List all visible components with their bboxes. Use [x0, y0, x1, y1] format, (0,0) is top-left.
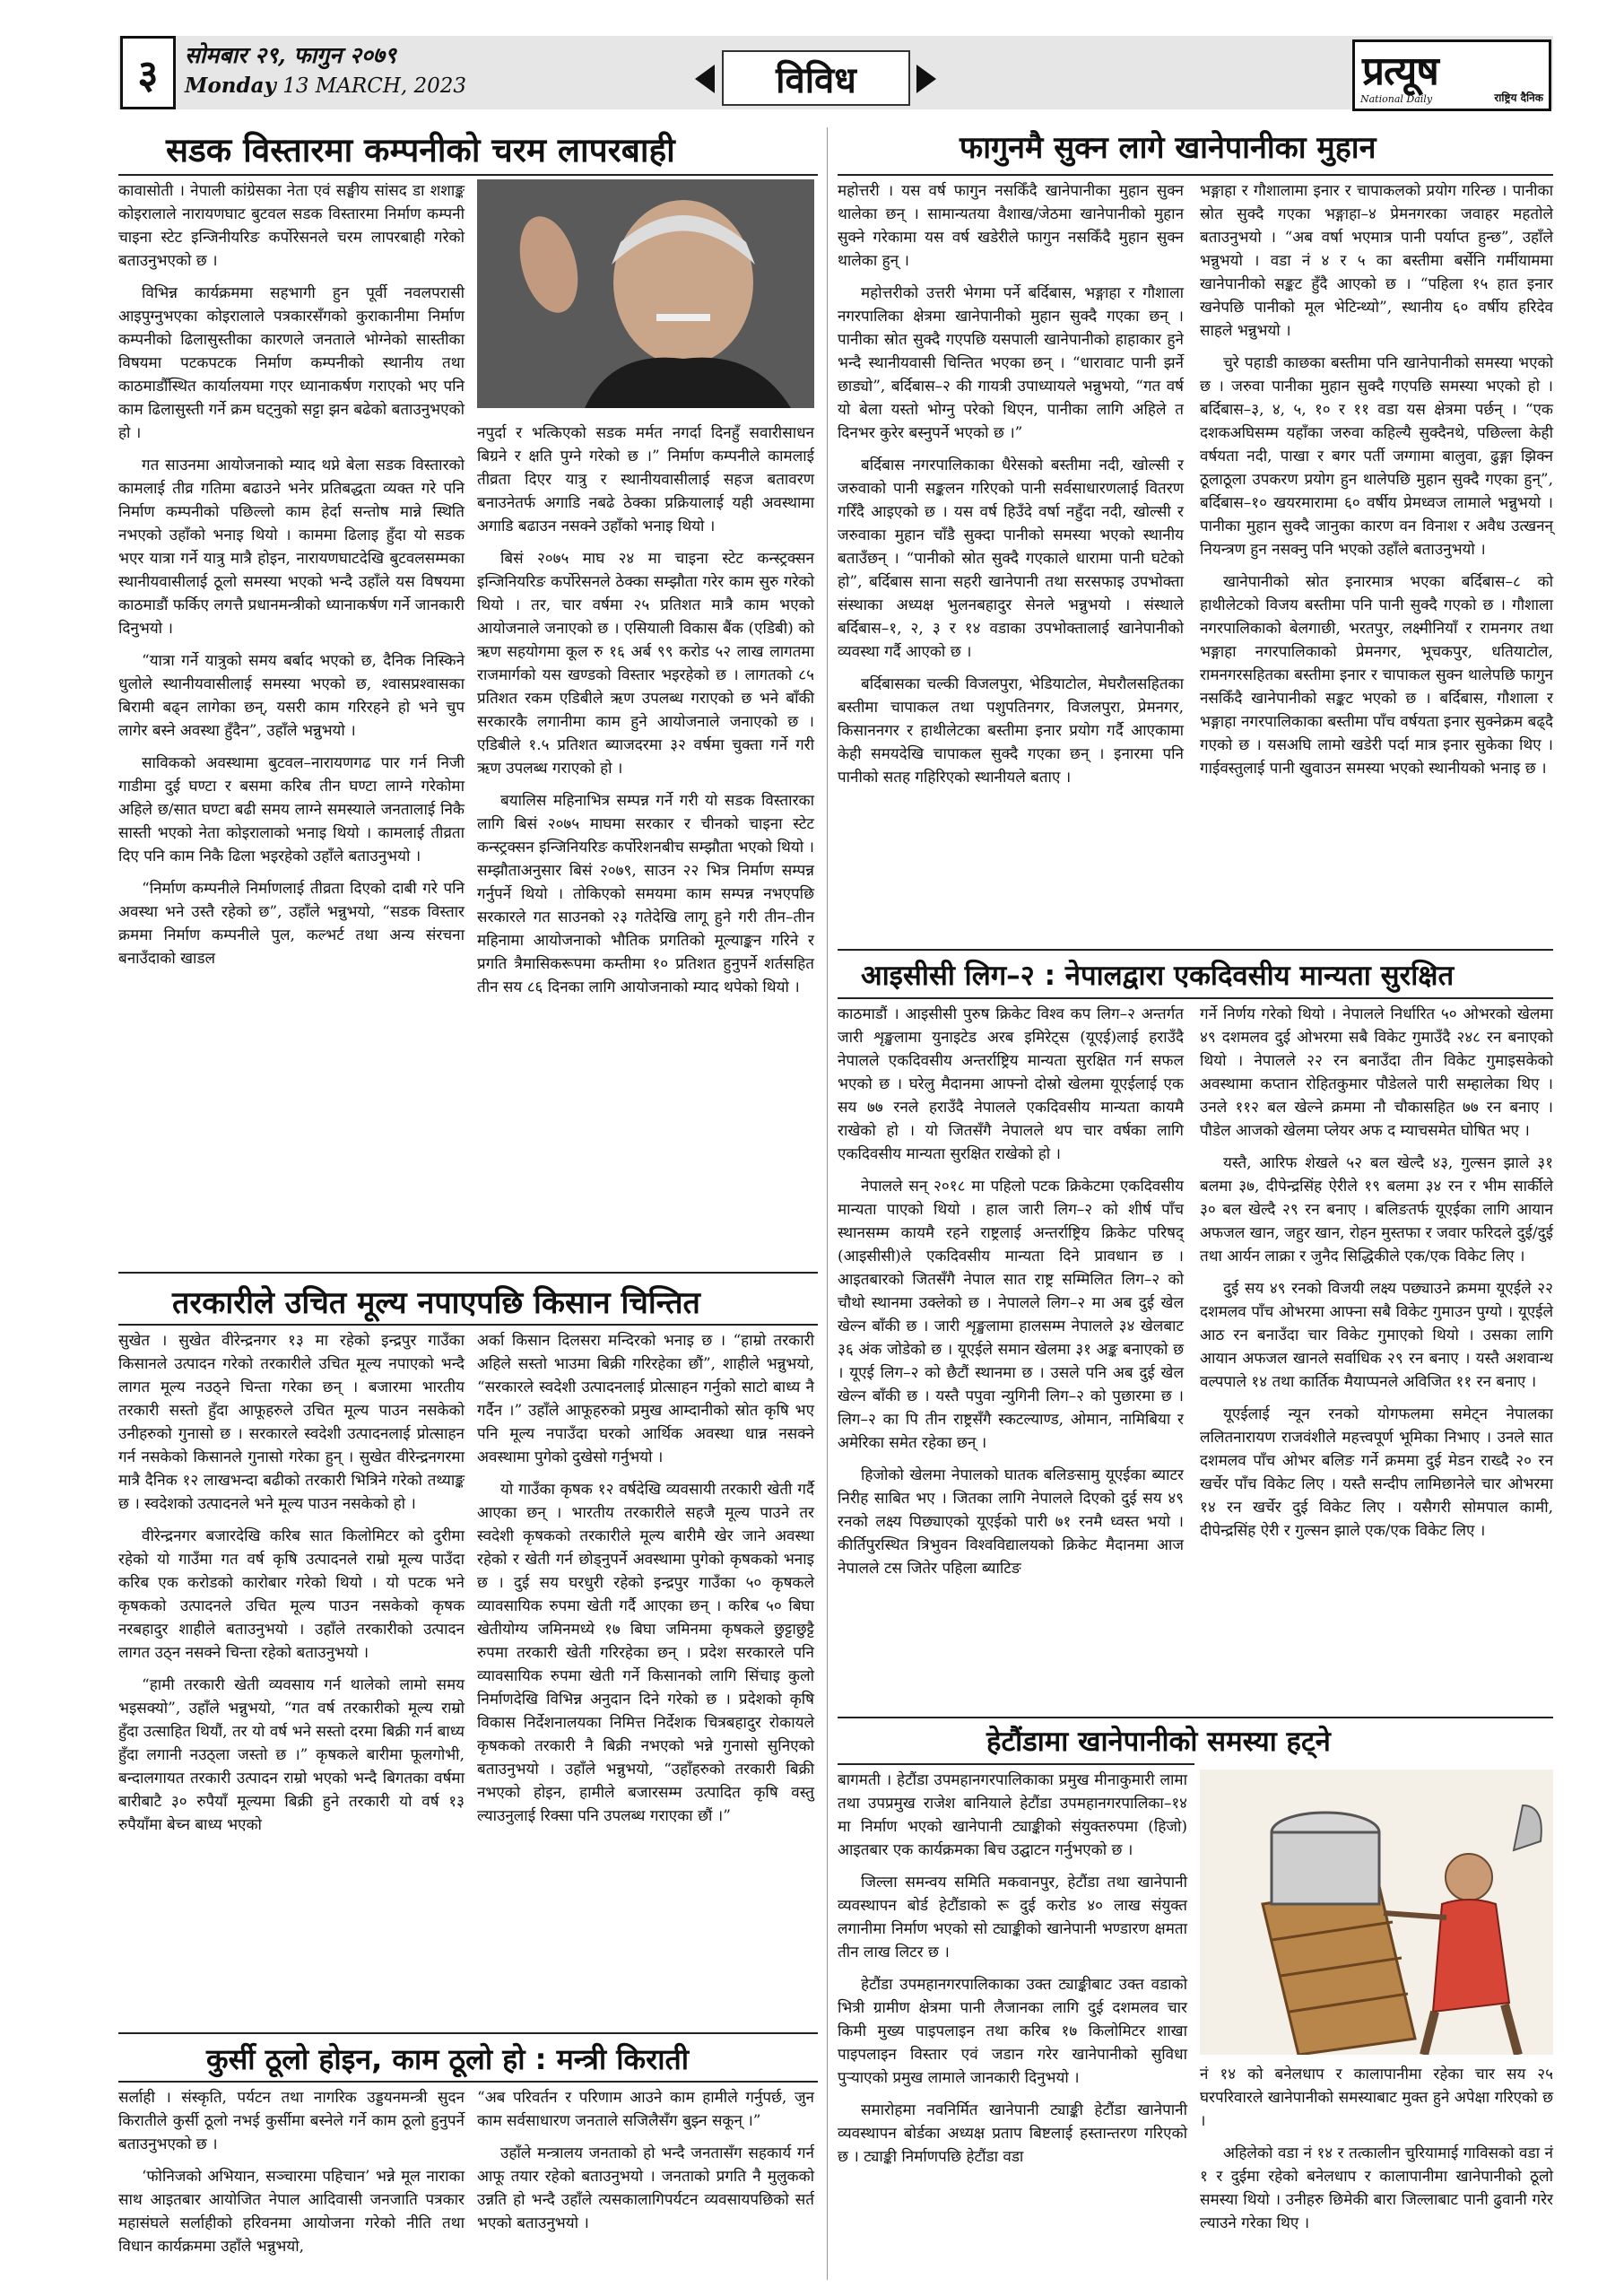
politician-portrait-photo — [477, 179, 814, 408]
article6-para: समारोहमा नवनिर्मित खानेपानी ट्याङ्की हेटौंडा खानेपानी व्यवस्थापन बोर्डका अध्यक्ष प्रताप बिष्टलाई हस्तान्तरण गरिएको छ । ट्याङ्की निर्माणपछि हेटौंडा वडा — [838, 2101, 1187, 2166]
article5-para: यूएईलाई न्यून रनको योगफलमा समेट्न नेपालका ललितनारायण राजवंशीले महत्त्वपूर्ण भूमिका निभाए । उनले सात दशमलव पाँच ओभर बलिङ गर्ने क्रममा दुई मेडन राख्दै २० रन खर्चेर पाँच विकेट लिए । यस्तै सन्दीप लामिछानेले चार ओभरमा १४ रन खर्चेर दुई विकेट लिए । यसैगरी सोमपाल कामी, दीपेन्द्रसिंह ऐरी र गुल्सन झाले एक/एक विकेट लिए । — [1200, 1405, 1553, 1540]
day-english: Monday — [185, 74, 276, 98]
article4-para: महोत्तरीको उत्तरी भेगमा पर्ने बर्दिबास, भङ्गाहा र गौशाला नगरपालिका क्षेत्रमा खानेपानीको मुहान सुक्दै गएका छन् । पानीका स्रोत सुक्दै गएपछि यसपाली खानेपानीको हाहाकार हुने भन्दै स्थानीयवासी चिन्तित भएका छन् । “धारावाट पानी झर्ने छाड्यो”, बर्दिबास–२ की गायत्री उपाध्यायले भन्नुभयो, “गत वर्ष यो बेला यस्तो भोग्नु परेको थिएन, पानीका लागि अहिले त दिनभर कुरेर बस्नुपर्ने भएको छ ।” — [838, 284, 1184, 442]
date-english — [185, 74, 466, 98]
page-number: ३ — [120, 36, 176, 109]
section-title: विविध — [722, 50, 910, 106]
article4-para: महोत्तरी । यस वर्ष फागुन नसकिँदै खानेपानीका मुहान सुक्न थालेका छन् । सामान्यतया वैशाख/जेठमा खानेपानीको मुहान सुक्ने गरेकामा यस वर्ष खडेरीले फागुन नसकिँदै मुहान सुक्न थालेका हुन् । — [838, 182, 1184, 270]
article1-para: “निर्माण कम्पनीले निर्माणलाई तीव्रता दिएको दाबी गरे पनि अवस्था भने उस्तै रहेको छ”, उहाँले भन्नुभयो, “सडक विस्तार क्रममा निर्माण कम्पनीले पुल, कल्भर्ट तथा अन्य संरचना बनाउँदाको खाडल — [118, 880, 465, 968]
headline-rule — [838, 174, 1553, 176]
article1-column2 — [477, 422, 814, 1008]
water-carrier-illustration — [1200, 1770, 1553, 2055]
headline-rule — [838, 997, 1553, 999]
article6-para: हेटौंडा उपमहानगरपालिकाका उक्त ट्याङ्कीबाट उक्त वडाको भित्री ग्रामीण क्षेत्रमा पानी लैजानका लागि दुई दशमलव चार किमी मुख्य पाइपलाइन तथा करिब १७ किलोमिटर शाखा पाइपलाइन विस्तार एवं जडान गरेर खानेपानीको सुविधा पुऱ्याएको प्रमुख लामाले जानकारी दिनुभयो । — [838, 1976, 1187, 2087]
date-nepali: सोमबार २९, फागुन २०७९ — [185, 42, 396, 68]
article4-column2 — [1200, 179, 1553, 789]
logo-tag-ne: राष्ट्रिय दैनिक — [1494, 91, 1543, 104]
article1-para: विभिन्न कार्यक्रममा सहभागी हुन पूर्वी नवलपरासी आइपुग्नुभएका कोइरालाले पत्रकारसँगको कुराकानीमा निर्माण कम्पनीको ढिलासुस्तीका कारणले जनताले भोग्नेको सास्तीका विषयमा पटकपटक निर्माण कम्पनीको स्थानीय तथा काठमाडौँस्थित कार्यालयमा गएर ध्यानाकर्षण गराएको भए पनि काम ढिलासुस्ती गर्ने क्रम घट्नुको सट्टा झन बढेको बताउनुभएको हो । — [118, 284, 465, 442]
article2-para: वीरेन्द्रनगर बजारदेखि करिब सात किलोमिटर को दुरीमा रहेको यो गाउँमा गत वर्ष कृषि उत्पादनले राम्रो मूल्य पाउँदा करिब एक करोडको कारोबार गरेको थियो । यो पटक भने कृषकको उत्पादनले उचित मूल्य पाउन नसकेको कृषक नरबहादुर शाहीले बताउनुभयो । उहाँले तरकारीको उत्पादन लागत उठ्न नसक्ने चिन्ता रहेको बताउनुभयो । — [118, 1527, 465, 1662]
article4-para: बर्दिबासका चल्की विजलपुरा, भेडियाटोल, मेघरौलसहितका बस्तीमा चापाकल तथा पशुपतिनगर, विजलपुरा, प्रेमनगर, किसाननगर र हाथीलेटका बस्तीमा इनार प्रयोग गर्दै आएकामा केही समयदेखि चापाकल सुक्दै गएका छन् । इनारमा पनि पानीको सतह गहिरिएको स्थानीयले बताए । — [838, 675, 1184, 787]
article4-para: बर्दिबास नगरपालिकाका धैरेसको बस्तीमा नदी, खोल्सी र जरुवाको पानी सङ्कलन गरिएको पानी सर्वसाधारणलाई वितरण गरिँदै आइएको छ । यस वर्ष हिउँदे वर्षा नहुँदा नदी, खोल्सी र जरुवाका मुहान चाँडै सुक्दा पानीको समस्या भएको स्थानीय बताउँछन् । “पानीको स्रोत सुक्दै गएकाले धारामा पानी घटेको हो”, बर्दिबास साना सहरी खानेपानी तथा सरसफाइ उपभोक्ता संस्थाका अध्यक्ष भुलनबहादुर सेनले भन्नुभयो । संस्थाले बर्दिबास–१, २, ३ र १४ वडाका उपभोक्तालाई खानेपानीको व्यवस्था गर्दै आएको छ । — [838, 457, 1184, 661]
article1-para: साविकको अवस्थामा बुटवल–नारायणगढ पार गर्न निजी गाडीमा दुई घण्टा र बसमा करिब तीन घण्टा लाग्ने गरेकोमा अहिले छ/सात घण्टा बढी समय लाग्ने समस्याले जनतालाई निकै सास्ती भएको नेता कोइरालाको भनाइ थियो । कामलाई तीव्रता दिए पनि काम निकै ढिला भइरहेको उहाँले बताउनुभयो । — [118, 754, 465, 865]
article3-para: “अब परिवर्तन र परिणाम आउने काम हामीले गर्नुपर्छ, जुन काम सर्वसाधारण जनताले सजिलैसँग बुझ्न सकून् ।” — [477, 2089, 814, 2130]
headline-rule — [118, 1324, 818, 1326]
logo-name: प्रत्यूष — [1362, 48, 1438, 94]
article3-para: सर्लाही । संस्कृति, पर्यटन तथा नागरिक उड्डयनमन्त्री सुदन किरातीले कुर्सी ठूलो नभई कुर्सीमा बस्नेले गर्ने काम ठूलो हुनुपर्ने बताउनुभएको छ । — [118, 2089, 465, 2153]
article5-para: काठमाडौं । आइसीसी पुरुष क्रिकेट विश्व कप लिग–२ अन्तर्गत जारी शृङ्खलामा युनाइटेड अरब इमिरेट्स (यूएई)लाई हराउँदै नेपालले एकदिवसीय अन्तर्राष्ट्रिय मान्यता सुरक्षित गर्न सफल भएको छ । घरेलु मैदानमा आफ्नो दोस्रो खेलमा यूएईलाई एक सय ७७ रनले हराउँदै नेपालले एकदिवसीय मान्यता कायमै राखेको हो । यो जितसँगै नेपालले थप चार वर्षका लागि एकदिवसीय मान्यता सुरक्षित राखेको हो । — [838, 1005, 1184, 1163]
article4-para: खानेपानीको स्रोत इनारमात्र भएका बर्दिबास–८ को हाथीलेटको विजय बस्तीमा पनि पानी सुक्दै गएको छ । गौशाला नगरपालिकाको बेलगाछी, भरतपुर, लक्ष्मीनियाँ र रामनगर तथा भङ्गाहा नगरपालिकाको प्रेमनगर, भूचकपुर, धतियाटोल, रामनगरसहितका बस्तीमा इनार र चापाकल सुक्न थालेपछि फागुन नसकिँदै खानेपानीको सङ्कट भएको छ । बर्दिबास, गौशाला र भङ्गाहा नगरपालिकाका बस्तीमा पाँच वर्षयता इनार सुक्नेक्रम बढ्दै गएको छ । यसअघि लामो खडेरी पर्दा मात्र इनार सुकेका थिए । गाईवस्तुलाई पानी खुवाउन समस्या भएको स्थानीयको भनाइ छ । — [1200, 573, 1553, 778]
article5-para: नेपालले सन् २०१८ मा पहिलो पटक क्रिकेटमा एकदिवसीय मान्यता पाएको थियो । हाल जारी लिग–२ को शीर्ष पाँच स्थानसम्म कायमै रहने राष्ट्रलाई अन्तर्राष्ट्रिय क्रिकेट परिषद् (आइसीसी)ले एकदिवसीय मान्यता दिने प्रावधान छ । आइतबारको जितसँगै नेपाल सात राष्ट्र सम्मिलित लिग–२ को चौथो स्थानमा उक्लेको छ । नेपालले लिग–२ मा अब दुई खेल खेल्न बाँकी छ । जारी शृङ्खलामा हालसम्म नेपालले ३४ खेलबाट ३६ अंक जोडेको छ । यूएईले समान खेलमा ३१ अङ्क बनाएको छ । यूएई लिग–२ को छैटौं स्थानमा छ । उसले पनि अब दुई खेल खेल्न बाँकी छ । यस्तै पपुवा न्युगिनी लिग–२ को पुछारमा छ । लिग–२ का पि तीन राष्ट्रसँगै स्कटल्याण्ड, ओमान, नामिबिया र अमेरिका समेत रहेका छन् । — [838, 1178, 1184, 1452]
article2-column1 — [118, 1329, 465, 1846]
article5-column1 — [838, 1003, 1184, 1589]
article6-para: अहिलेको वडा नं १४ र तत्कालीन चुरियामाई गाविसको वडा नं १ र दुईमा रहेको बनेलधाप र कालापानीमा खानेपानीको ठूलो समस्या थियो । उनीहरु छिमेकी बारा जिल्लाबाट पानी ढुवानी गरेर ल्याउने गरेका थिए । — [1200, 2144, 1553, 2232]
article2-para: “हामी तरकारी खेती व्यवसाय गर्न थालेको लामो समय भइसक्यो”, उहाँले भन्नुभयो, “गत वर्ष तरकारीको मूल्य राम्रो हुँदा उत्साहित थियौं, तर यो वर्ष भने सस्तो दरमा बिक्री गर्न बाध्य हुँदा लगानी नउठ्ला जस्तो छ ।” कृषकले बारीमा फूलगोभी, बन्दालगायत तरकारी उत्पादन राम्रो भएको भन्दै बिगतका वर्षमा बारीबाटै ३० रुपैयाँ मूल्यमा बिक्री हुने तरकारी यो वर्ष १३ रुपैयाँमा बेच्न बाध्य भएको — [118, 1676, 465, 1834]
column-divider — [827, 127, 828, 2280]
logo-tag-en: National Daily — [1360, 93, 1433, 105]
article-separator — [118, 1272, 818, 1274]
newspaper-logo — [1352, 39, 1551, 111]
article3-column1 — [118, 2086, 465, 2267]
article-separator — [838, 949, 1553, 951]
article5-para: दुई सय ४९ रनको विजयी लक्ष्य पछ्याउने क्रममा यूएईले २२ दशमलव पाँच ओभरमा आफ्ना सबै विकेट गुमाउन पुग्यो । यूएईले आठ रन बनाउँदा चार विकेट गुमाएको थियो । उसका लागि आयान अफजल खानले सर्वाधिक २९ रन बनाए । यस्तै अशवान्थ वल्पपाले १४ तथा कार्तिक मैयाप्पनले अविजित ११ रन बनाए । — [1200, 1280, 1553, 1391]
headline-icc-league: आइसीसी लिग–२ : नेपालद्वारा एकदिवसीय मान्यता सुरक्षित — [861, 960, 1455, 992]
article1-para: नपुर्दा र भत्किएको सडक मर्मत नगर्दा दिनहुँ सवारीसाधन बिग्रने र क्षति पुग्ने गरेको छ ।” निर्माण कम्पनीले कामलाई तीव्रता दिएर यात्रु र स्थानीयवासीलाई सहज बतावरण बनाउनेतर्फ अगाडि नबढे ठेक्का प्रक्रियालाई यही अवस्थामा अगाडि बढाउन नसक्ने उहाँको भनाइ थियो । — [477, 424, 814, 535]
headline-vegetable-price: तरकारीले उचित मूल्य नपाएपछि किसान चिन्तित — [172, 1285, 700, 1321]
headline-rule — [118, 2081, 818, 2083]
article3-column2 — [477, 2086, 814, 2244]
article1-para: बिसं २०७५ माघ २४ मा चाइना स्टेट कन्स्ट्रक्सन इन्जिनियरिङ कर्पोरेसनले ठेक्का सम्झौता गरेर काम सुरु गरेको थियो । तर, चार वर्षमा २५ प्रतिशत मात्रै काम भएको आयोजनाले जनाएको छ । एसियाली विकास बैंक (एडिबी) को ऋण सहयोगमा कूल रु १६ अर्ब ९९ करोड ५२ लाख लागतमा राजमार्गको यस खण्डको विस्तार भइरहेको छ । लागतको ८५ प्रतिशत रकम एडिबीले ऋण उपलब्ध गराएको छ भने बाँकी सरकारकै लगानीमा काम हुने आयोजनाले जनाएको छ । एडिबीले १.५ प्रतिशत ब्याजदरमा ३२ वर्षमा चुक्ता गर्ने गरी ऋण उपलब्ध गराएको हो । — [477, 550, 814, 778]
next-page-arrow-icon[interactable] — [916, 65, 936, 93]
headline-water-sources: फागुनमै सुक्न लागे खानेपानीका मुहान — [960, 130, 1376, 166]
article1-para: गत साउनमा आयोजनाको म्याद थप्ने बेला सडक विस्तारको कामलाई तीव्र गतिमा बढाउने भनेर प्रतिबद्धता व्यक्त गरे पनि निर्माण कम्पनीको पछिल्लो काम हेर्दा सन्तोष मान्ने स्थिति नभएको उहाँको भनाइ थियो । काममा ढिलाइ हुँदा यो सडक भएर यात्रा गर्ने यात्रु मात्रै होइन, नारायणघाटदेखि बुटवलसम्मका स्थानीयवासीलाई ठूलो समस्या भएको भन्दै उहाँले यस विषयमा काठमाडौं फर्किए लगत्तै प्रधानमन्त्रीको ध्यानाकर्षण गर्ने जानकारी दिनुभयो । — [118, 457, 465, 638]
headline-rule — [838, 1763, 1194, 1765]
article6-para: जिल्ला समन्वय समिति मकवानपुर, हेटौंडा तथा खानेपानी व्यवस्थापन बोर्ड हेटौंडाको रू दुई करोड ४० लाख संयुक्त लगानीमा निर्माण भएको सो ट्याङ्कीको खानेपानी भण्डारण क्षमता तीन लाख लिटर छ । — [838, 1874, 1187, 1961]
article2-column2 — [477, 1329, 814, 1837]
headline-road-expansion: सडक विस्तारमा कम्पनीको चरम लापरबाही — [166, 131, 675, 170]
article3-para: ‘फोनिजको अभियान, सञ्चारमा पहिचान’ भन्ने मूल नाराका साथ आइतबार आयोजित नेपाल आदिवासी जनजाति पत्रकार महासंघले सर्लाहीको हरिवनमा आयोजना गरेको नीति तथा विधान कार्यक्रममा उहाँले भन्नुभयो, — [118, 2168, 465, 2256]
article1-para: “यात्रा गर्ने यात्रुको समय बर्बाद भएको छ, दैनिक निस्किने धुलोले स्थानीयवासीलाई समस्या भएको छ, श्वासप्रश्वासका बिरामी बढ्न लागेका छन्, यसरी काम गरिरहने हो भने चुप लागेर बस्ने अवस्था हुँदैन”, उहाँले भन्नुभयो । — [118, 652, 465, 740]
prev-page-arrow-icon[interactable] — [695, 65, 715, 93]
article-separator — [838, 1717, 1553, 1718]
article6-column1 — [838, 1769, 1187, 2178]
article2-para: सुखेत । सुखेत वीरेन्द्रनगर १३ मा रहेको इन्द्रपुर गाउँका किसानले उत्पादन गरेको तरकारीले उचित मूल्य नपाएको भन्दै लागत मूल्य नउठ्ने चिन्ता गरेका छन् । बजारमा भारतीय तरकारी सस्तो हुँदा आफूहरुले उचित मूल्य पाउन नसकेको उनीहरुको गुनासो छ । सरकारले स्वदेशी उत्पादनलाई प्रोत्साहन गर्न नसकेको किसानले गुनासो गरेका हुन् । सुखेत वीरेन्द्रनगरमा मात्रै दैनिक १२ लाखभन्दा बढीको तरकारी भित्रिने गरेको तथ्याङ्क छ । स्वदेशको उत्पादनले भने मूल्य पाउन नसकेको हो । — [118, 1332, 465, 1513]
article2-para: यो गाउँका कृषक १२ वर्षदेखि व्यवसायी तरकारी खेती गर्दै आएका छन् । भारतीय तरकारीले सहजै मूल्य पाउने तर स्वदेशी कृषकको तरकारीले मूल्य बारीमै खेर जाने अवस्था रहेको र खेती गर्न छोड्नुपर्ने अवस्थामा पुगेको कृषकको भनाइ छ । दुई सय घरधुरी रहेको इन्द्रपुर गाउँका ५० कृषकले व्यावसायिक रुपमा खेती गर्दै आएका छन् । करिब ५० बिघा खेतीयोग्य जमिनमध्ये १७ बिघा जमिनमा कृषकले छुट्टाछुट्टै रुपमा तरकारी खेती गरिरहेका छन् । प्रदेश सरकारले पनि व्यावसायिक रुपमा खेती गर्ने किसानको लागि सिंचाइ कुलो निर्माणदेखि विभिन्न अनुदान दिने गरेको छ । प्रदेशको कृषि विकास निर्देशनालयका निमित्त निर्देशक चित्रबहादुर रोकायले कृषकको तरकारी नै बिक्री नभएको भन्ने गुनासो सुनिएको बताउनुभयो । उहाँले भन्नुभयो, “उहाँहरुको तरकारी बिक्री नभएको होइन, हामीले बजारसम्म उत्पादित कृषि वस्तु ल्याउनुलाई रिक्सा पनि उपलब्ध गराएका छौं ।” — [477, 1481, 814, 1825]
article1-para: कावासोती । नेपाली कांग्रेसका नेता एवं सङ्घीय सांसद डा शशाङ्क कोइरालाले नारायणघाट बुटवल सडक विस्तारमा निर्माण कम्पनी चाइना स्टेट इन्जिनीयरिङ कर्पोरेसनले चरम लापरबाही गरेको बताउनुभएको छ । — [118, 182, 465, 270]
article4-para: चुरे पहाडी काछका बस्तीमा पनि खानेपानीको समस्या भएको छ । जरुवा पानीका मुहान सुक्दै गएपछि समस्या भएको हो । बर्दिबास–३, ४, ५, १० र ११ वडा यस क्षेत्रमा पर्छन् । “एक दशकअघिसम्म यहाँका जरुवा कहिल्यै सुक्दैनथे, पछिल्ला केही वर्षयता नदी, पाखा र बगर पर्ती जग्गामा बालुवा, ढुङ्गा झिक्न ठूलाठूला उपकरण प्रयोग हुन थालेपछि मुहान सुक्दै गएका हुन्”, बर्दिबास–१० खयरमारामा ६० वर्षीय प्रेमध्वज लामाले भन्नुभयो । पानीका मुहान सुक्दै जानुका कारण वन विनाश र अवैध उत्खनन् नियन्त्रण हुन नसक्नु पनि भएको उहाँले बताउनुभयो । — [1200, 354, 1553, 559]
article5-para: गर्ने निर्णय गरेको थियो । नेपालले निर्धारित ५० ओभरको खेलमा ४९ दशमलव दुई ओभरमा सबै विकेट गुमाउँदै २४८ रन बनाएको थियो । नेपालले २२ रन बनाउँदा तीन विकेट गुमाइसकेको अवस्थामा कप्तान रोहितकुमार पौडेलले पारी सम्हालेका थिए । उनले ११२ बल खेल्ने क्रममा नौ चौकासहित ७७ रन बनाए । पौडेल आजको खेलमा प्लेयर अफ द म्याचसमेत घोषित भए । — [1200, 1005, 1553, 1140]
article2-para: अर्का किसान दिलसरा मन्दिरको भनाइ छ । “हाम्रो तरकारी अहिले सस्तो भाउमा बिक्री गरिरहेका छौं”, शाहीले भन्नुभयो, “सरकारले स्वदेशी उत्पादनलाई प्रोत्साहन गर्नुको साटो बाध्य नै गर्दैन ।” उहाँले आफूहरुको प्रमुख आम्दानीको स्रोत कृषि भए पनि मूल्य नपाउँदा घरको आर्थिक अवस्था धान्न नसक्ने अवस्थामा पुगेको दुखेसो गर्नुभयो । — [477, 1332, 814, 1466]
article3-para: उहाँले मन्त्रालय जनताको हो भन्दै जनतासँग सहकार्य गर्न आफू तयार रहेको बताउनुभयो । जनताको प्रगति नै मुलुकको उन्नति हो भन्दै उहाँले त्यसकालागिपर्यटन व्यवसायपछिको सर्त भएको बताउनुभयो । — [477, 2144, 814, 2232]
article6-para: बागमती । हेटौंडा उपमहानगरपालिकाका प्रमुख मीनाकुमारी लामा तथा उपप्रमुख राजेश बानियाले हेटौंडा उपमहानगरपालिका–१४ मा निर्माण भएको खानेपानी ट्याङ्कीको संयुक्तरुपमा (हिजो) आइतबार एक कार्यक्रमका बिच उद्घाटन गर्नुभएको छ । — [838, 1771, 1187, 1859]
article-separator — [118, 2032, 818, 2034]
article1-para: बयालिस महिनाभित्र सम्पन्न गर्ने गरी यो सडक विस्तारका लागि बिसं २०७५ माघमा सरकार र चीनको चाइना स्टेट कन्स्ट्रक्सन इन्जिनियरिङ कर्पोरेशनबीच सम्झौता भएको थियो । सम्झौताअनुसार बिसं २०७९, साउन २२ भित्र निर्माण सम्पन्न गर्नुपर्ने थियो । तोकिएको समयमा काम सम्पन्न नभएपछि सरकारले गत साउनको २३ गतेदेखि लागू हुने गरी तीन–तीन महिनामा आयोजनाको भौतिक प्रगतिको मूल्याङ्कन गरिने र प्रगति त्रैमासिकरूपमा कम्तीमा १० प्रतिशत हुनुपर्ने शर्तसहित तीन सय ८६ दिनका लागि आयोजनाको म्याद थपेको थियो । — [477, 792, 814, 996]
article4-column1 — [838, 179, 1184, 798]
article6-column2 — [1200, 2063, 1553, 2244]
article4-para: भङ्गाहा र गौशालामा इनार र चापाकलको प्रयोग गरिन्छ । पानीका स्रोत सुक्दै गएका भङ्गाहा–४ प्रेमनगरका जवाहर महतोले बताउनुभयो । “अब वर्षा भएमात्र पानी पर्याप्त हुन्छ”, उहाँले भन्नुभयो । वडा नं ४ र ५ का बस्तीमा बर्सेनि गर्मीयाममा खानेपानीको सङ्कट हुँदै आएको छ । “पहिला १५ हात इनार खनेपछि पानीको मूल भेटिन्थ्यो”, स्थानीय ६० वर्षीय हरिदेव साहले भन्नुभयो । — [1200, 182, 1553, 340]
article1-column1 — [118, 179, 465, 979]
article5-para: यस्तै, आरिफ शेखले ५२ बल खेल्दै ४३, गुल्सन झाले ३१ बलमा ३७, दीपेन्द्रसिंह ऐरीले १९ बलमा ३४ रन र भीम सार्कीले ३० बल खेल्दै २९ रन बनाए । बलिङतर्फ यूएईका लागि आयान अफजल खान, जहुर खान, रोहन मुस्तफा र जवार फरिदले दुई/दुई तथा आर्यन लाक्रा र जुनैद सिद्धिकीले एक/एक विकेट लिए । — [1200, 1154, 1553, 1265]
headline-rule — [118, 174, 818, 176]
date-english-value: 13 MARCH, 2023 — [282, 74, 467, 98]
headline-hetauda-water: हेटौंडामा खानेपानीको समस्या हट्ने — [986, 1726, 1331, 1758]
article5-column2 — [1200, 1003, 1553, 1552]
article5-para: हिजोको खेलमा नेपालको घातक बलिङसामु यूएईका ब्याटर निरीह साबित भए । जितका लागि नेपालले दिएको दुई सय ४९ रनको लक्ष्य पिछ्याएको यूएईको पारी ७१ रनमै ध्वस्त भयो । कीर्तिपुरस्थित त्रिभुवन विश्वविद्यालयको क्रिकेट मैदानमा आज नेपालले टस जितेर पहिला ब्याटिङ — [838, 1466, 1184, 1578]
article6-para: नं १४ को बनेलधाप र कालापानीमा रहेका चार सय २५ घरपरिवारले खानेपानीको समस्याबाट मुक्त हुने अपेक्षा गरिएको छ । — [1200, 2066, 1553, 2130]
headline-minister-kirati: कुर्सी ठूलो होइन, काम ठूलो हो : मन्त्री किराती — [206, 2042, 690, 2076]
